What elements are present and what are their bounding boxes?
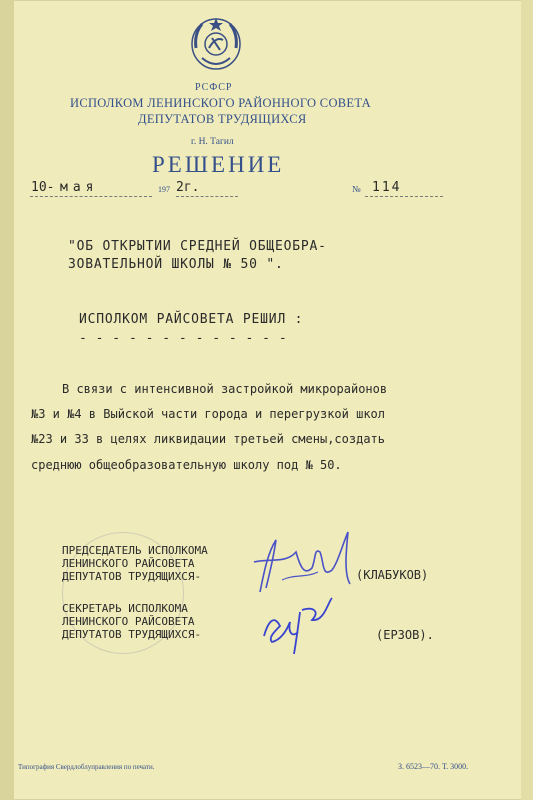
year-suffix: 2г. [176,180,200,195]
date-month: мая [60,180,99,195]
year-prefix: 197 [158,185,170,194]
secretary-title-line2: ЛЕНИНСКОГО РАЙСОВЕТА [62,615,195,628]
resolved-heading: ИСПОЛКОМ РАЙСОВЕТА РЕШИЛ : [79,312,304,327]
document-type-title: РЕШЕНИЕ [152,152,285,177]
secretary-signature [258,592,338,658]
body-line-3: №23 и 33 в целях ликвидации третьей смены,создать [31,432,386,446]
chairman-title-line3: ДЕПУТАТОВ ТРУДЯЩИХСЯ- [62,570,202,583]
country-label: РСФСР [195,82,233,93]
body-line-2: №3 и №4 в Выйской части города и перегрузкой школ [31,407,386,421]
body-line-4: среднюю общеобразовательную школу под № 50. [31,458,342,472]
city-label: г. Н. Тагил [191,137,234,147]
page-edge-right [521,0,533,800]
body-line-1: В связи с интенсивной застройкой микрорайонов [62,382,388,396]
chairman-title-line2: ЛЕНИНСКОГО РАЙСОВЕТА [62,557,195,570]
subject-line1: "ОБ ОТКРЫТИИ СРЕДНЕЙ ОБЩЕОБРА- [68,239,327,254]
number-underline [365,196,443,197]
document-number: 114 [372,180,402,195]
rsfsr-emblem-icon [188,14,244,72]
chairman-name: (КЛАБУКОВ) [356,568,429,582]
resolved-underline: - - - - - - - - - - - - - [79,331,288,346]
secretary-title-line3: ДЕПУТАТОВ ТРУДЯЩИХСЯ- [62,628,202,641]
date-day: 10- [31,180,55,195]
org-name-line2: ДЕПУТАТОВ ТРУДЯЩИХСЯ [138,112,307,126]
page-edge-shadow [0,0,14,800]
org-name-line1: ИСПОЛКОМ ЛЕНИНСКОГО РАЙОННОГО СОВЕТА [70,96,371,110]
number-label: № [352,184,361,194]
chairman-title [62,544,208,583]
date-underline [30,196,152,197]
subject-line2: ЗОВАТЕЛЬНОЙ ШКОЛЫ № 50 ". [68,257,284,272]
secretary-title [62,602,201,641]
chairman-title-line1: ПРЕДСЕДАТЕЛЬ ИСПОЛКОМА [62,544,208,557]
footer-printer: Типография Свердлоблуправления по печати. [18,763,155,771]
chairman-signature [246,522,358,598]
secretary-name: (ЕРЗОВ). [376,628,434,642]
year-underline [176,196,238,197]
secretary-title-line1: СЕКРЕТАРЬ ИСПОЛКОМА [62,602,188,615]
footer-order: З. 6523—70. Т. 3000. [398,762,469,771]
